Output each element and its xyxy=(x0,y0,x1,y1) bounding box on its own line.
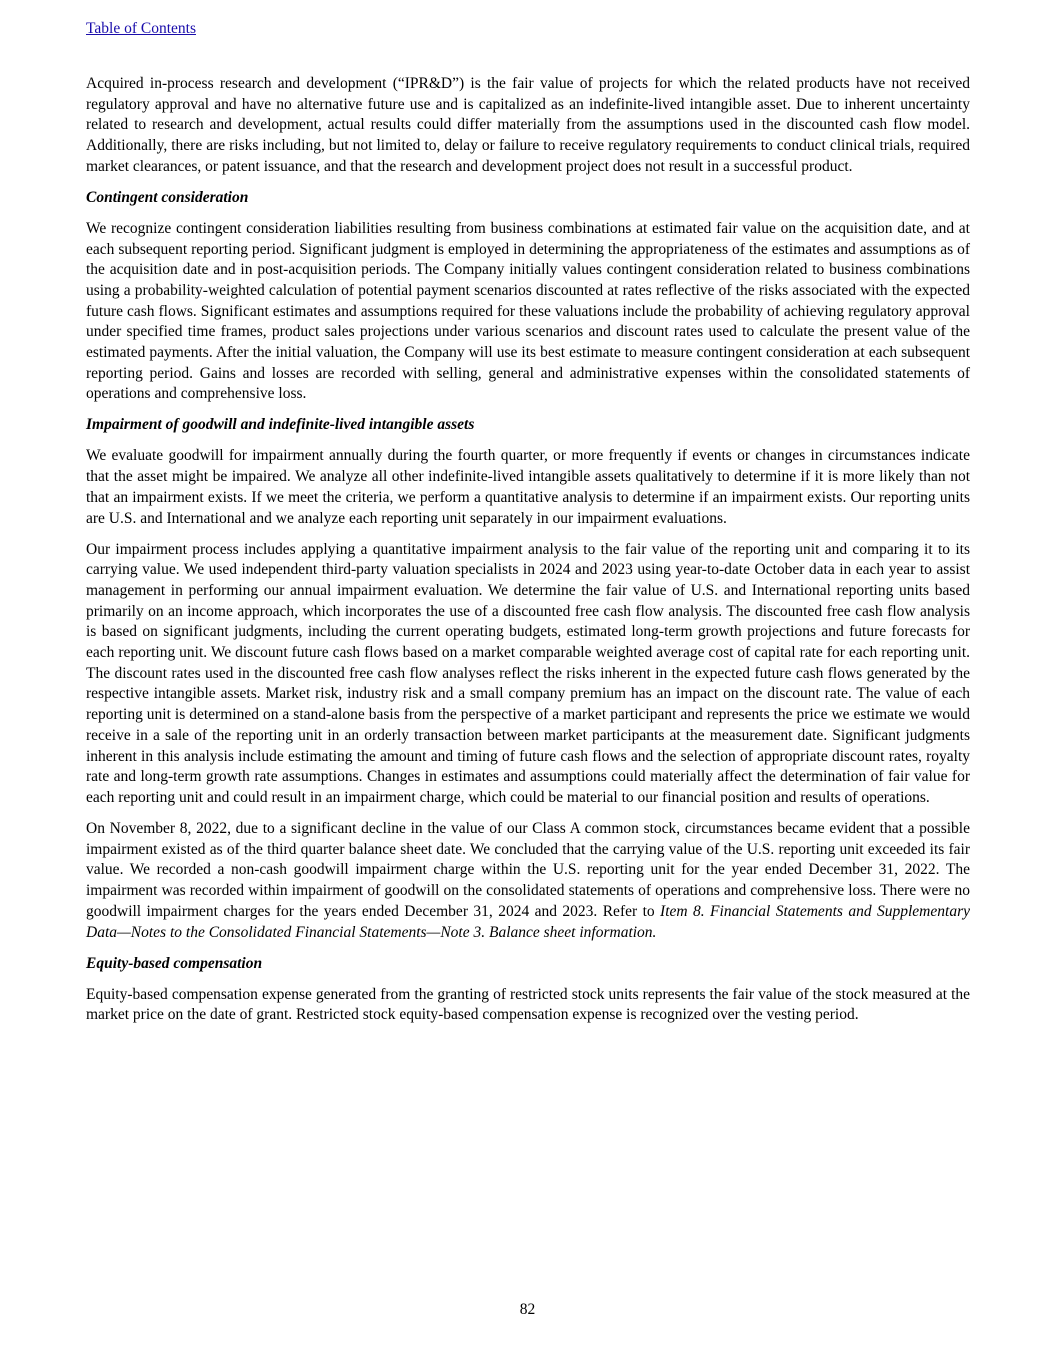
contingent-consideration-heading: Contingent consideration xyxy=(86,188,249,206)
table-of-contents-link[interactable]: Table of Contents xyxy=(86,20,196,37)
ipr-d-paragraph: Acquired in-process research and development (“IPR&D”) is the fair value of projects for which the related products have not received regulatory approval and have no alternative future use and is capitalized as an indefinite-lived intangible asset. Due to inherent uncertainty related to research and development, actual results could differ materially from the assumptions used in the discounted cash flow model. Additionally, there are risks including, but not limited to, delay or failure to receive regulatory requirements to conduct clinical trials, required market clearances, or patent issuance, and that the research and development project does not result in a successful product. xyxy=(86,75,970,175)
impairment-paragraph-3-text: On November 8, 2022, due to a significant decline in the value of our Class A common stock, circumstances became evident that a possible impairment existed as of the third quarter balance sheet date. We concluded that the carrying value of the U.S. reporting unit exceeded its fair value. We recorded a non-cash goodwill impairment charge within the U.S. reporting unit for the year ended December 31, 2022. The impairment was recorded within impairment of goodwill on the consolidated statements of operations and comprehensive loss. There were no goodwill impairment charges for the years ended December 31, 2024 and 2023. Refer to xyxy=(86,819,970,920)
impairment-paragraph-2: Our impairment process includes applying a quantitative impairment analysis to the fair value of the reporting unit and comparing it to its carrying value. We used independent third-party valuation specialists in 2024 and 2023 using year-to-date October data in each year to assist management in performing our annual impairment evaluation. We determine the fair value of U.S. and International reporting units based primarily on an income approach, which incorporates the use of a discounted free cash flow analysis. The discounted free cash flow analysis is based on significant judgments, including the current operating budgets, estimated long-term growth projections and future forecasts for each reporting unit. We discount future cash flows based on a market comparable weighted average cost of capital rate for each reporting unit. The discount rates used in the discounted free cash flow analyses reflect the risks inherent in the expected future cash flows generated by the respective intangible assets. Market risk, industry risk and a small company premium has an impact on the discount rate. The value of each reporting unit is determined on a stand-alone basis from the perspective of a market participant and represents the price we estimate we would receive in a sale of the reporting unit in an orderly transaction between market participants at the measurement date. Significant judgments inherent in this analysis include estimating the amount and timing of future cash flows and the selection of appropriate discount rates, royalty rate and long-term growth rate assumptions. Changes in estimates and assumptions could materially affect the determination of fair value for each reporting unit and could result in an impairment charge, which could be material to our financial position and results of operations. xyxy=(86,540,970,806)
contingent-consideration-paragraph: We recognize contingent consideration liabilities resulting from business combinations at estimated fair value on the acquisition date, and at each subsequent reporting period. Significant judgment is employed in determining the appropriateness of the estimates and assumptions as of the acquisition date and in post-acquisition periods. The Company initially values contingent consideration related to business combinations using a probability-weighted calculation of potential payment scenarios discounted at rates reflective of the risks associated with the expected future cash flows. Significant estimates and assumptions required for these valuations include the probability of achieving regulatory approval under specified time frames, product sales projections under various scenarios and discount rates used to calculate the present value of the estimated payments. After the initial valuation, the Company will use its best estimate to measure contingent consideration at each subsequent reporting period. Gains and losses are recorded with selling, general and administrative expenses within the consolidated statements of operations and comprehensive loss. xyxy=(86,219,970,403)
impairment-paragraph-3 xyxy=(86,819,970,943)
impairment-heading: Impairment of goodwill and indefinite-lived intangible assets xyxy=(86,416,475,434)
equity-compensation-paragraph: Equity-based compensation expense generated from the granting of restricted stock units represents the fair value of the stock measured at the market price on the date of grant. Restricted stock equity-based compensation expense is recognized over the vesting period. xyxy=(86,985,970,1024)
equity-compensation-heading: Equity-based compensation xyxy=(86,954,263,972)
page-number: 82 xyxy=(519,1301,536,1318)
impairment-paragraph-1: We evaluate goodwill for impairment annually during the fourth quarter, or more frequently if events or changes in circumstances indicate that the asset might be impaired. We analyze all other indefinite-lived intangible assets qualitatively to determine if it is more likely than not that an impairment exists. If we meet the criteria, we perform a quantitative analysis to determine if an impairment exists. Our reporting units are U.S. and International and we analyze each reporting unit separately in our impairment evaluations. xyxy=(86,447,970,527)
financial-statements-reference: Item 8. Financial Statements and Supplementary Data—Notes to the Consolidated Financial Statements—Note 3. Balance sheet information. xyxy=(86,902,970,941)
document-body xyxy=(86,74,970,1036)
